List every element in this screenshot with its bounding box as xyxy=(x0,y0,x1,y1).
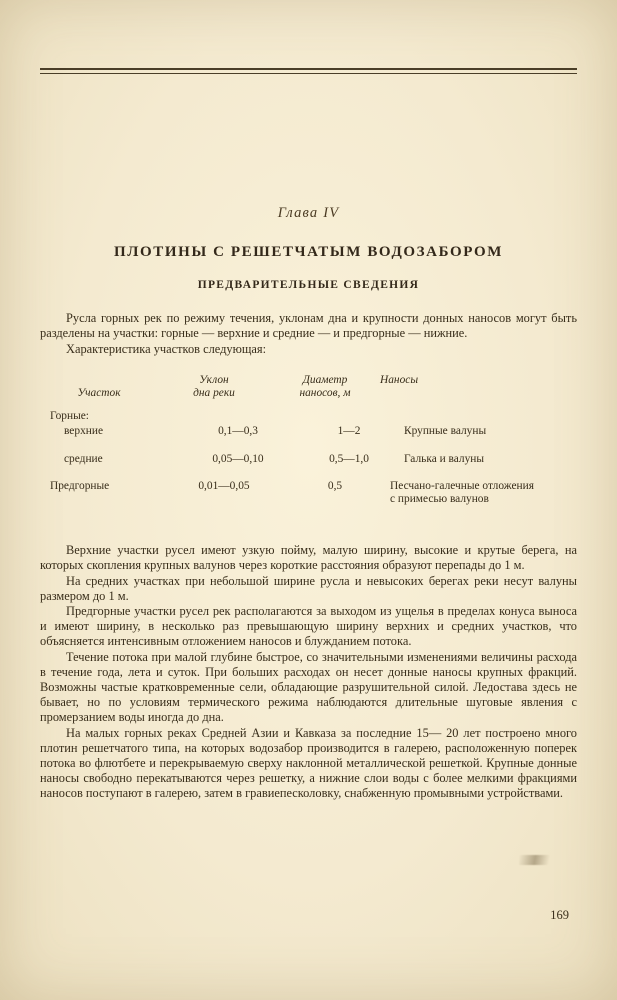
paragraph-5: На малых горных реках Средней Азии и Кавказа за последние 15— 20 лет построено много плотин решетчатого типа, на которых водозабор производится в галерею, расположенную поперек потока во флютбете и перекрываемую сверху наклонной металлической решеткой. Крупные донные наносы свободно перекатываются через решетку, а нижние слои воды с более мелкими фракциями наносов поступают в галерею, затем в гравиепесколовку, снабженную промывными устройствами. xyxy=(40,725,577,801)
page-title: ПЛОТИНЫ С РЕШЕТЧАТЫМ ВОДОЗАБОРОМ xyxy=(114,244,503,260)
table-header-slope-line1: Уклон xyxy=(199,373,229,386)
table-header-sediment: Наносы xyxy=(380,373,419,386)
table-cell-name: Предгорные xyxy=(50,480,110,493)
table-cell-slope: 0,05—0,10 xyxy=(212,452,264,465)
section-subtitle: ПРЕДВАРИТЕЛЬНЫЕ СВЕДЕНИЯ xyxy=(197,279,420,291)
table-body-gap xyxy=(40,515,577,541)
table-header-diameter-line1: Диаметр xyxy=(302,373,348,386)
intro-paragraph-2: Характеристика участков следующая: xyxy=(66,342,267,357)
body-paragraphs xyxy=(40,543,577,801)
table-header-row xyxy=(40,374,577,400)
paragraph-4: Течение потока при малой глубине быстрое, со значительными изменениями величины расхода в течение года, лета и суток. При больших расходах он несет донные наносы крупных фракций. Возможны частые кратковременные сели, обладающие разрушительной силой. Ледостава здесь не бывает, но по условиям термического режима наблюдаются длительные шуговые явления с промерзанием воды иногда до дна. xyxy=(40,649,577,725)
table-cell-name: верхние xyxy=(64,425,104,438)
table-cell-name: средние xyxy=(64,452,103,465)
table-row xyxy=(40,480,577,505)
paragraph-2: На средних участках при небольшой ширине русла и невысоких берегах реки несут валуны размером до 1 м. xyxy=(40,573,577,603)
table-cell-diameter: 1—2 xyxy=(337,425,361,438)
table-cell-slope: 0,1—0,3 xyxy=(218,425,258,438)
table-header-uchastok: Участок xyxy=(77,386,121,399)
page-number: 169 xyxy=(550,908,569,922)
characteristics-table xyxy=(40,374,577,506)
table-group-label: Горные: xyxy=(50,409,89,422)
table-row xyxy=(40,425,577,439)
chapter-label: Глава IV xyxy=(277,205,340,221)
table-cell-diameter: 0,5 xyxy=(327,480,343,493)
table-cell-sediment: Песчано-галечные отложения с примесью валунов xyxy=(390,480,534,505)
intro-paragraph-1: Русла горных рек по режиму течения, уклонам дна и крупности донных наносов могут быть разделены на участки: горные — верхние и средние — и предгорные — нижние. xyxy=(40,311,577,341)
table-group-label-row xyxy=(40,410,577,424)
page-content xyxy=(40,205,577,802)
table-header-slope-line2: дна реки xyxy=(193,386,235,399)
table-cell-sediment: Крупные валуны xyxy=(404,425,487,438)
table-header-diameter xyxy=(270,374,380,400)
table-cell-sediment: Галька и валуны xyxy=(404,452,485,465)
table-header-slope xyxy=(158,374,270,400)
table-header-diameter-line2: наносов, м xyxy=(299,386,351,399)
paragraph-3: Предгорные участки русел рек располагаются за выходом из ущелья в пределах конуса выноса и имеют ширину, в несколько раз превышающую ширину верхних и средних участков, что объясняется интенсивным отложением наносов и блужданием потока. xyxy=(40,603,577,649)
header-rule xyxy=(40,68,577,74)
table-cell-diameter: 0,5—1,0 xyxy=(329,452,369,465)
ink-smudge xyxy=(519,855,559,865)
table-cell-slope: 0,01—0,05 xyxy=(198,480,250,493)
paragraph-1: Верхние участки русел имеют узкую пойму, малую ширину, высокие и крутые берега, на которых скопления крупных валунов через короткие расстояния образуют перепады до 1 м. xyxy=(40,543,577,573)
table-row xyxy=(40,453,577,467)
